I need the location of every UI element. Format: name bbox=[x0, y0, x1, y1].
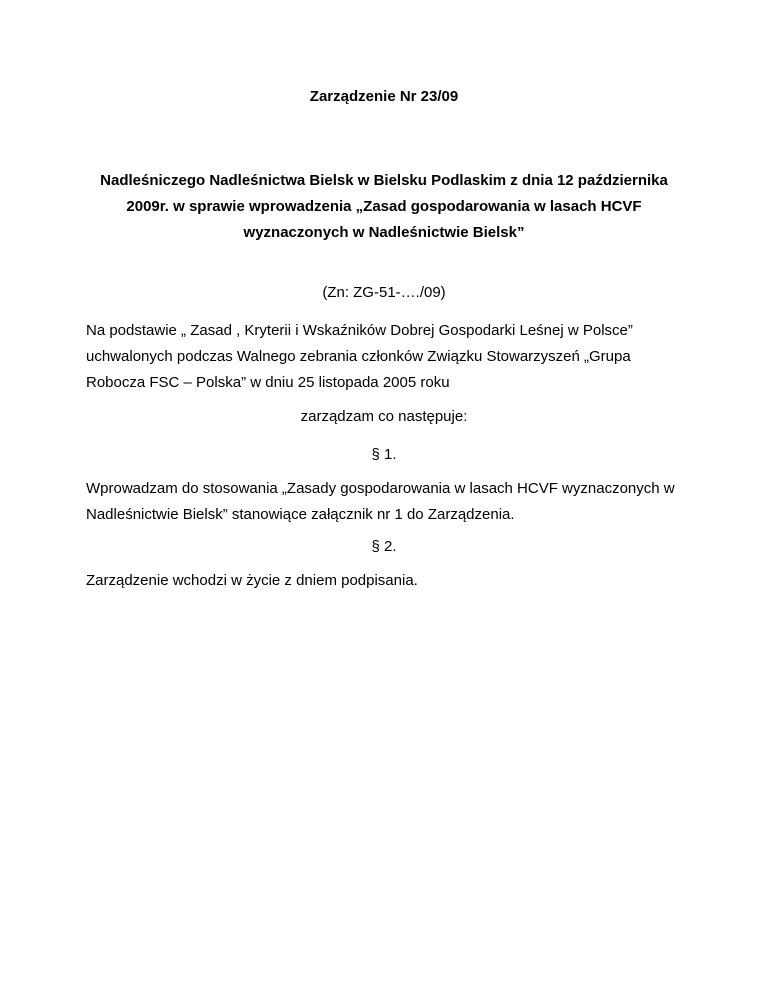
section-line: Wprowadzam do stosowania „Zasady gospodarowania w lasach HCVF wyznaczonych w bbox=[86, 480, 675, 497]
decree-phrase: zarządzam co następuje: bbox=[300, 408, 468, 425]
reference-number: (Zn: ZG-51-…./09) bbox=[322, 284, 446, 301]
document-title: Zarządzenie Nr 23/09 bbox=[309, 88, 459, 105]
section-2-body bbox=[86, 568, 706, 594]
section-line: Nadleśnictwie Bielsk” stanowiące załącznik nr 1 do Zarządzenia. bbox=[86, 506, 515, 523]
subtitle-line: 2009r. w sprawie wprowadzenia „Zasad gospodarowania w lasach HCVF bbox=[126, 198, 642, 215]
legal-basis-paragraph bbox=[86, 318, 706, 396]
subtitle-line: wyznaczonych w Nadleśnictwie Bielsk” bbox=[243, 224, 525, 241]
section-2-heading: § 2. bbox=[371, 538, 397, 555]
basis-line: uchwalonych podczas Walnego zebrania członków Związku Stowarzyszeń „Grupa bbox=[86, 348, 631, 365]
section-line: Zarządzenie wchodzi w życie z dniem podpisania. bbox=[86, 572, 418, 589]
section-1-heading: § 1. bbox=[371, 446, 397, 463]
subtitle-line: Nadleśniczego Nadleśnictwa Bielsk w Bielsku Podlaskim z dnia 12 października bbox=[100, 172, 668, 189]
document-subtitle bbox=[84, 168, 684, 246]
basis-line: Na podstawie „ Zasad , Kryterii i Wskaźników Dobrej Gospodarki Leśnej w Polsce” bbox=[86, 322, 633, 339]
section-1-body bbox=[86, 476, 706, 528]
basis-line: Robocza FSC – Polska” w dniu 25 listopada 2005 roku bbox=[86, 374, 450, 391]
